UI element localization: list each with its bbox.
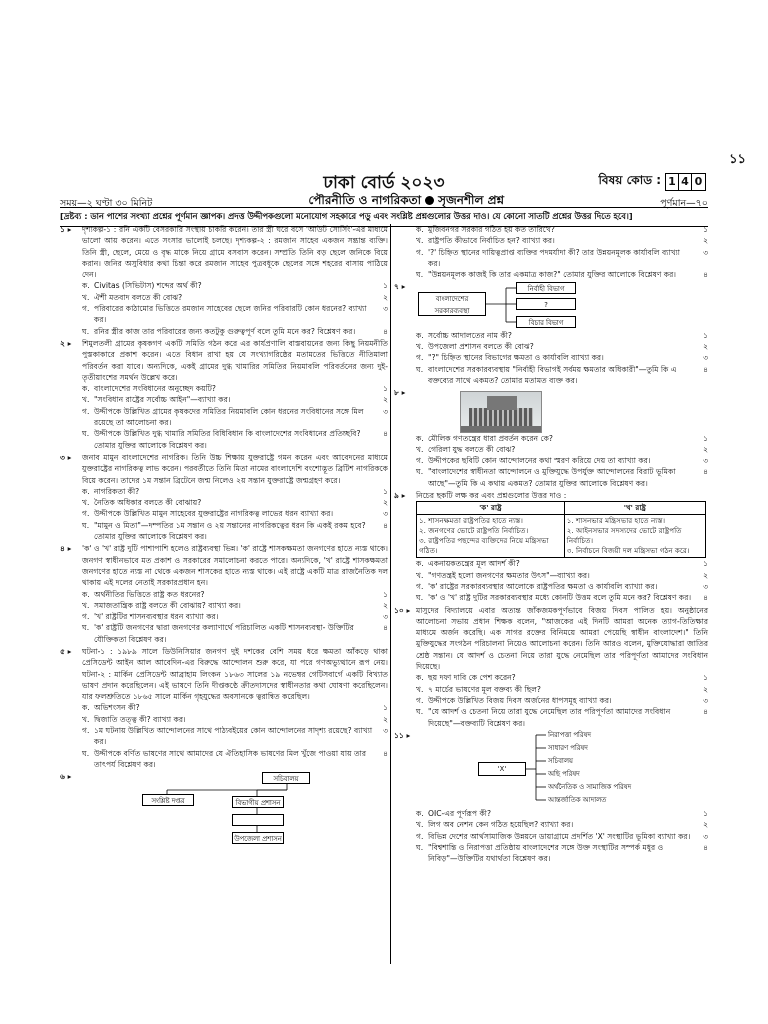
sub-question-letter: খ. [416, 444, 424, 454]
sub-question [394, 444, 708, 455]
question-text: শিমুলতলী গ্রামের কৃষকগণ একটি সমিতি গঠন করে এর কার্যপ্রণালি বাস্তবায়নের জন্য কিছু নিয়মনীতি পুস্তকাকারে প্রকাশ করেন। এতে বিধান রাখা হয় যে সংখ্যাগরিষ্ঠের মতামতের ভিত্তিতে নীতিমালা পরিবর্তন করা যাবে। অন্যদিকে, একই গ্রামের দুগ্ধ খামারির সমিতির নিয়মাবলি পরিবর্তনের জন্য দুই-তৃতীয়াংশের সমর্থন উল্লেখ করে। [82, 338, 388, 382]
sub-question-mark: ২ [703, 820, 708, 830]
sub-question-letter: ঘ. [416, 467, 424, 477]
sub-question [60, 383, 388, 394]
sub-question-mark: ১ [383, 703, 388, 713]
sub-question-mark: ৪ [703, 707, 708, 717]
question-stem [394, 490, 708, 501]
sub-question [60, 303, 388, 326]
sub-question [60, 497, 388, 508]
table-cell-line: ৩. রাষ্ট্রপতির পছন্দের ব্যক্তিদের নিয়ে মন্ত্রিসভা গঠিত। [419, 536, 549, 556]
un-organ-label: নিরাপত্তা পরিষদ [548, 731, 591, 740]
sub-question-text: ৭ মার্চের ভাষণের মূল বক্তব্য কী ছিল? [428, 684, 541, 694]
sub-question-text: লিগ অব নেশন কেন গঠিত হয়েছিল? ব্যাখ্যা কর। [428, 820, 574, 830]
sub-question [60, 326, 388, 337]
sub-question-text: দ্বিজাতি তত্ত্ব কী? ব্যাখ্যা কর। [94, 714, 186, 724]
sub-question-text: "গণতন্ত্রই হলো জনগণের ক্ষমতার উৎস"—ব্যাখ্যা কর। [428, 570, 590, 580]
sub-question-text: 'ক' রাষ্ট্রের সরকারব্যবস্থার আলোকে রাষ্ট্রপতির ক্ষমতা ও কার্যাবলি ব্যাখ্যা কর। [428, 581, 658, 591]
sub-question-text: "যে আদর্শ ও চেতনা নিয়ে তারা যুদ্ধে নেমেছিল তার পরিপূর্ণতা আমাদের সংবিধান দিয়েছে"—বক্তব্যটি বিশ্লেষণ কর। [428, 707, 671, 728]
sub-question-letter: গ. [416, 456, 424, 466]
org-box-divisional: বিভাগীয় প্রশাসন [232, 796, 284, 808]
sub-question-text: "উন্নয়নমূলক কাজই কি তার একমাত্র কাজ?" তোমার যুক্তির আলোকে বিশ্লেষণ কর। [428, 270, 677, 280]
gov-box-executive: নির্বাহী বিভাগ [516, 282, 576, 294]
sub-question-letter: গ. [82, 304, 90, 314]
un-organ-label: অছি পরিষদ [548, 770, 580, 779]
sub-question-mark: ১ [703, 330, 708, 340]
sub-question [60, 520, 388, 543]
code-digit: 4 [679, 174, 692, 190]
sub-question-mark: ৪ [703, 467, 708, 477]
sub-question-mark: ২ [703, 570, 708, 580]
time-allowed: সময়—২ ঘণ্টা ৩০ মিনিট [60, 198, 153, 209]
sub-question [394, 842, 708, 865]
sub-question-mark: ৪ [383, 623, 388, 633]
question-stem [394, 387, 708, 398]
sub-question-text: "সংবিধান রাষ্ট্রের সর্বোচ্চ আইন"—ব্যাখ্যা কর। [94, 395, 231, 405]
right-column [394, 224, 708, 866]
sub-question-mark: ৪ [383, 748, 388, 758]
table-header-row [417, 502, 706, 515]
org-box-secretariat: সচিবালয় [262, 772, 310, 784]
question-text: 'ক' ও 'খ' রাষ্ট্র দুটি পাশাপাশি হলেও রাষ্ট্রব্যবস্থা ভিন্ন। 'ক' রাষ্ট্রে শাসকক্ষমতা জনগণের হাতে ন্যস্ত থাকে। জনগণ স্বাধীনভাবে মত প্রকাশ ও সরকারের সমালোচনা করতে পারে। অন্যদিকে, 'খ' রাষ্ট্রে শাসকক্ষমতা জনগণের হাতে ন্যস্ত না থেকে একজন শাসকের হাতে ন্যস্ত থাকে। এই রাষ্ট্রে একটি মাত্র রাজনৈতিক দল থাকায় এই দলের নেতাই সরকারপ্রধান হন। [82, 544, 388, 588]
sub-question-mark: ৩ [383, 304, 388, 314]
question-number: ১ ▸ [60, 225, 72, 234]
sub-question [60, 292, 388, 303]
sub-question [394, 341, 708, 352]
sub-question [394, 819, 708, 830]
sub-question [394, 570, 708, 581]
gov-box-source: বাংলাদেশের সরকারব্যবস্থা [418, 292, 486, 316]
sub-question-text: গেরিলা যুদ্ধ বলতে কী বোঝ? [428, 444, 516, 454]
table-cell-state-b [564, 515, 705, 558]
sub-question-letter: ক. [82, 703, 90, 713]
sub-question-text: "বিশ্বশান্তি ও নিরাপত্তা প্রতিষ্ঠায় বাংলাদেশের সঙ্গে উক্ত সংস্থাটির সম্পর্ক মধুর ও নিবিড়"—উক্তিটির যথার্থতা বিশ্লেষণ কর। [428, 842, 664, 864]
sub-question-letter: খ. [82, 714, 90, 724]
sub-question [394, 247, 708, 270]
sub-question [394, 831, 708, 842]
sub-question-letter: খ. [416, 570, 424, 580]
sub-question-mark: ২ [383, 292, 388, 302]
question [60, 338, 388, 451]
sub-question-text: Civitas (সিভিটাস) শব্দের অর্থ কী? [94, 281, 202, 291]
question [394, 490, 708, 603]
sub-question-letter: ঘ. [416, 364, 424, 374]
sub-question-mark: ৩ [703, 353, 708, 363]
sub-question-letter: ঘ. [82, 429, 90, 439]
table-cell-line: ১. শাসনভার মন্ত্রিসভার হাতে ন্যস্ত। [566, 516, 666, 526]
sub-question-letter: গ. [82, 612, 90, 622]
sub-question-text: একনায়কতন্ত্রের মূল আদর্শ কী? [428, 559, 520, 569]
un-center-x: 'X' [478, 762, 526, 776]
sub-question [60, 486, 388, 497]
question [394, 605, 708, 729]
sub-question-letter: খ. [82, 600, 90, 610]
sub-question [394, 455, 708, 466]
sub-question-text: উদ্দীপকের ছবিটি কোন আন্দোলনের কথা স্মরণ করিয়ে দেয় তা ব্যাখ্যা কর। [428, 456, 651, 466]
sub-question-letter: খ. [416, 684, 424, 694]
question-stem [60, 646, 388, 702]
sub-question [60, 622, 388, 645]
sub-question-text: উদ্দীপকে উল্লিখিত গ্রামের কৃষকদের সমিতির নিয়মাবলি কোন ধরনের সংবিধানের সঙ্গে মিল রয়েছে তা আলোচনা কর। [94, 406, 364, 428]
table-header: 'ক' রাষ্ট্র [417, 502, 565, 515]
sub-question [394, 581, 708, 592]
sub-question [60, 702, 388, 713]
question-stem [60, 452, 388, 486]
sub-question-letter: ঘ. [416, 842, 424, 852]
sub-question [394, 235, 708, 246]
sub-question-letter: ঘ. [82, 748, 90, 758]
subject-code [598, 172, 706, 192]
sub-question-letter: খ. [82, 498, 90, 508]
question-number: ১১ ▸ [394, 730, 411, 740]
photo-ground [461, 426, 541, 432]
sub-question [394, 466, 708, 489]
question [60, 452, 388, 542]
table-cell-line: ১. শাসনক্ষমতা রাষ্ট্রপতির হাতে ন্যস্ত। [419, 516, 523, 526]
question-text: নিচের ছকটি লক্ষ কর এবং প্রশ্নগুলোর উত্তর দাও : [416, 491, 567, 501]
table-cell-line: ২. আইনসভার সদস্যদের ভোটে রাষ্ট্রপতি নির্বাচিত। [566, 526, 682, 546]
sub-question-text: 'খ' রাষ্ট্রটির শাসনব্যবস্থার ধরন ব্যাখ্যা কর। [94, 612, 219, 622]
sub-question-letter: ঘ. [416, 707, 424, 717]
sub-question-letter: গ. [82, 406, 90, 416]
sub-question-letter: ক. [416, 809, 424, 819]
question-text: জনাব মামুন বাংলাদেশের নাগরিক। তিনি উচ্চ শিক্ষায় যুক্তরাষ্ট্রে গমন করেন এবং আবেদনের মাধ্যমে যুক্তরাষ্ট্রের নাগরিকত্ব লাভ করেন। পরবর্তীতে তিনি মিতা নামের বাংলাদেশি বংশোদ্ভূত ব্রিটিশ নাগরিককে বিয়ে করেন। তাদের ১ম সন্তান ব্রিটেনে জন্ম নিলেও ২য় সন্তান যুক্তরাষ্ট্রে জন্মগ্রহণ করে। [82, 452, 388, 485]
sub-question-text: '?' চিহ্নিত স্থানের দায়িত্বপ্রাপ্ত ব্যক্তির পদমর্যাদা কী? তার উন্নয়নমূলক কার্যাবলি ব্যাখ্যা কর। [428, 247, 680, 268]
sub-question-text: রাষ্ট্রপতি কীভাবে নির্বাচিত হন? ব্যাখ্যা কর। [428, 236, 555, 246]
sub-question-text: উদ্দীপকে উল্লিখিত মামুন সাহেবের যুক্তরাষ্ট্রের নাগরিকত্ব লাভের ধরন ব্যাখ্যা কর। [94, 509, 334, 519]
sub-question [60, 406, 388, 429]
table-header: 'খ' রাষ্ট্র [564, 502, 705, 515]
sub-question-mark: ১ [383, 384, 388, 394]
sub-question-mark: ২ [703, 342, 708, 352]
sub-question-letter: ঘ. [82, 326, 90, 336]
sub-question [394, 672, 708, 683]
sub-question-letter: ক. [82, 384, 90, 394]
sub-question-mark: ৪ [703, 593, 708, 603]
sub-question-mark: ৪ [383, 520, 388, 530]
question [60, 646, 388, 770]
sub-question [60, 600, 388, 611]
sub-question-mark: ১ [703, 225, 708, 234]
question [60, 771, 388, 843]
question [394, 387, 708, 489]
sub-question-mark: ৩ [383, 726, 388, 736]
table-row [417, 515, 706, 558]
sub-question-text: OIC-এর পূর্ণরূপ কী? [428, 809, 491, 819]
sub-question-letter: ঘ. [416, 270, 424, 280]
sub-question-letter: গ. [82, 509, 90, 519]
un-organ-label: অর্থনৈতিক ও সামাজিক পরিষদ [548, 783, 632, 792]
question-number: ৪ ▸ [60, 544, 72, 554]
sub-question-letter: ক. [416, 433, 424, 443]
sub-question-mark: ১ [703, 433, 708, 443]
sub-question-letter: ক. [416, 673, 424, 683]
sub-question [394, 808, 708, 819]
sub-question-letter: ক. [82, 281, 90, 291]
sub-question-letter: খ. [416, 820, 424, 830]
sub-question-mark: ২ [703, 444, 708, 454]
question-number: ১০ ▸ [394, 605, 411, 615]
sub-question-mark: ৩ [383, 406, 388, 416]
sub-question-text: "বাংলাদেশের স্বাধীনতা আন্দোলনে ও মুক্তিযুদ্ধে উপর্যুক্ত আন্দোলনের বিরাট ভূমিকা আছে"—তুমি কি এ কথায় একমত? তোমার যুক্তির আলোকে বিশ্লেষণ কর। [428, 467, 676, 488]
sub-question [394, 364, 708, 387]
sub-question-mark: ১ [383, 589, 388, 599]
gov-box-judiciary: বিচার বিভাগ [516, 316, 576, 328]
gov-box-unknown: ? [516, 298, 576, 310]
exam-title: ঢাকা বোর্ড ২০২৩ [323, 173, 445, 193]
sub-question-text: 'ক' ও 'খ' রাষ্ট্র দুটির সরকারব্যবস্থার মধ্যে কোনটি উত্তম বলে তুমি মনে কর? বিশ্লেষণ কর। [428, 593, 692, 603]
sub-question-text: "?" চিহ্নিত স্থানের বিভাগের ক্ষমতা ও কার্যাবলি ব্যাখ্যা কর। [428, 353, 604, 363]
sub-question [394, 684, 708, 695]
question-number: ২ ▸ [60, 338, 72, 348]
sub-question-text: পরিবারের কাঠামোর ভিত্তিতে রমজান সাহেবের ছেলে জনির পরিবারটি কোন ধরনের? ব্যাখ্যা কর। [94, 304, 367, 325]
question-text: দৃশ্যকল্প-১ : রনি একটি বেসরকারি সংস্থায় চাকরি করেন। তার স্ত্রী ঘরে বসে 'আউট সোর্সিং'-এর মাধ্যমে ভালো আয় করেন। এতে সংসার ভালোই চলছে। দৃশ্যকল্প-২ : রমজান সাহেব একজন সম্ভ্রান্ত ব্যক্তি। তিনি স্ত্রী, ছেলে, মেয়ে ও বৃদ্ধ মাকে নিয়ে গ্রামে বসবাস করেন। সম্প্রতি তিনি বড় ছেলে জনিকে বিয়ে করান। জনির অসুবিধার কথা চিন্তা করে রমজান সাহেব পুত্রবধূকে ছেলের সঙ্গে শহরের বাসায় পাঠিয়ে দেন। [82, 225, 388, 280]
instruction-note: [দ্রষ্টব্য : ডান পাশের সংখ্যা প্রশ্নের পূর্ণমান জ্ঞাপক। প্রদত্ত উদ্দীপকগুলো মনোযোগ সহকারে পড়ু এবং সংশ্লিষ্ট প্রশ্নগুলোর উত্তর দাও। যে কোনো সাতটি প্রশ্নের উত্তর দিতে হবে।] [60, 207, 708, 227]
full-marks: পূর্ণমান—৭০ [660, 198, 708, 209]
un-organ-label: আন্তর্জাতিক আদালত [548, 796, 607, 805]
sub-question [394, 695, 708, 706]
sub-question-mark: ১ [383, 486, 388, 496]
bullet-icon [425, 196, 434, 205]
sub-question [60, 748, 388, 771]
code-digit: 1 [666, 174, 679, 190]
sub-question [394, 269, 708, 280]
q7-government-diagram [416, 282, 708, 330]
question-text: মাসুদের বিদ্যালয়ে এবার অত্যন্ত জাঁকজমকপূর্ণভাবে বিজয় দিবস পালিত হয়। অনুষ্ঠানের আলোচনা সভায় প্রধান শিক্ষক বলেন, "আজকের এই দিনটি আমরা অনেক ত্যাগ-তিতিক্ষার মাধ্যমে অর্জন করেছি। এক সাগর রক্তের বিনিময়ে আমরা পেয়েছি স্বাধীন বাংলাদেশ।" তিনি মুক্তিযুদ্ধের সংগঠন পরিচালনা নিয়েও আলোচনা করেন। তিনি আরও বলেন, মুক্তিযোদ্ধারা জাতির শ্রেষ্ঠ সন্তান। যে আদর্শ ও চেতনা নিয়ে তারা যুদ্ধে নেমেছিল তার পরিপূর্ণতা আমাদের সংবিধান দিয়েছে। [416, 605, 708, 672]
sub-question-text: অর্থনীতির ভিত্তিতে রাষ্ট্র কত ধরনের? [94, 589, 205, 599]
table-cell-line: ৩. নির্বাচনে বিজয়ী দল মন্ত্রিসভা গঠন করে। [566, 546, 690, 556]
subject-code-digits [665, 173, 706, 191]
sub-question-letter: ক. [82, 589, 90, 599]
sub-question-mark: ১ [383, 281, 388, 291]
un-organ-label: সাধারণ পরিষদ [548, 744, 588, 753]
sub-question [394, 330, 708, 341]
sub-question-mark: ১ [703, 673, 708, 683]
question [394, 730, 708, 865]
question-number: ৮ ▸ [394, 388, 406, 398]
sub-question-letter: ঘ. [82, 623, 90, 633]
sub-question [394, 592, 708, 603]
sub-question [394, 706, 708, 729]
sub-question [60, 394, 388, 405]
sub-question-letter: ক. [82, 486, 90, 496]
sub-question-text: উদ্দীপকে উল্লিখিত বিজয় দিবস অর্জনের ধাপসমূহ ব্যাখ্যা কর। [428, 695, 612, 705]
sub-question-mark: ৩ [383, 509, 388, 519]
sub-question-text: নৈতিক অধিকার বলতে কী বোঝায়? [94, 498, 202, 508]
sub-question-mark: ১ [703, 809, 708, 819]
sub-question-mark: ৪ [383, 326, 388, 336]
sub-question [60, 280, 388, 291]
sub-question-text: বাংলাদেশের সংবিধানের অনুচ্ছেদ কয়টি? [94, 384, 216, 394]
question-number: ৫ ▸ [60, 646, 72, 656]
sub-question-mark: ২ [383, 498, 388, 508]
sub-question-text: ১ম ঘটনায় উল্লিখিত আন্দোলনের সাথে পাঠ্যবইয়ের কোন আন্দোলনের সাদৃশ্য রয়েছে? ব্যাখ্যা কর। [94, 726, 373, 747]
subject-name: পৌরনীতি ও নাগরিকতা [308, 193, 422, 207]
sub-question-text: সমাজতান্ত্রিক রাষ্ট্র বলতে কী বোঝায়? ব্যাখ্যা কর। [94, 600, 241, 610]
sub-question-text: বাংলাদেশের সরকারব্যবস্থায় "নির্বাহী বিভাগই সর্বময় ক্ষমতার অধিকারী"—তুমি কি এ বক্তব্যের সাথে একমত? তোমার মতামত ব্যক্ত কর। [428, 364, 677, 385]
sub-question-mark: ৩ [383, 612, 388, 622]
sub-question-mark: ২ [383, 714, 388, 724]
sub-question-text: 'ক' রাষ্ট্রটি জনগণের দ্বারা জনগণের কল্যাণার্থে পরিচালিত একটি শাসনব্যবস্থা- উক্তিটির যৌক্তিকতা বিশ্লেষণ কর। [94, 623, 354, 644]
sub-question-letter: খ. [82, 292, 90, 302]
sub-question [60, 589, 388, 600]
sub-question-text: ঐশী মতবাদ বলতে কী বোঝ? [94, 292, 183, 302]
sub-question-mark: ৩ [703, 247, 708, 257]
sub-question-letter: খ. [416, 236, 424, 246]
sub-question-mark: ৩ [703, 831, 708, 841]
page-number: ১১ [729, 152, 746, 167]
sub-question-letter: গ. [416, 695, 424, 705]
sub-question-letter: ক. [416, 559, 424, 569]
question-stem [60, 224, 388, 280]
sub-question-mark: ২ [703, 236, 708, 246]
un-organs-diagram [416, 730, 708, 808]
sub-question-mark: ৩ [703, 581, 708, 591]
sub-question-text: উদ্দীপকে বর্ণিত ভাষণের সাথে আমাদের যে ঐতিহাসিক ভাষণের মিল খুঁজে পাওয়া যায় তার তাৎপর্য বিশ্লেষণ কর। [94, 748, 367, 769]
question [394, 281, 708, 386]
sub-question [60, 611, 388, 622]
sub-question [394, 224, 708, 235]
org-box-blank [232, 814, 284, 826]
question-number: ৩ ▸ [60, 452, 72, 462]
sub-question-letter: গ. [416, 353, 424, 363]
sub-question [60, 508, 388, 519]
sub-question-text: "মামুন ও মিতা"—দম্পতির ১ম সন্তান ও ২য় সন্তানের নাগরিকত্বের ধরন কি একই রকম হবে? তোমার যুক্তির আলোকে বিশ্লেষণ কর। [94, 520, 366, 542]
sub-question-letter: খ. [416, 342, 424, 352]
sub-question [394, 352, 708, 363]
sub-question-text: মুজিবনগর সরকার গঠিত হয় কত তারিখে? [428, 225, 555, 234]
org-box-department: সংশ্লিষ্ট দপ্তর [142, 794, 194, 806]
question-continuation [394, 224, 708, 280]
question [60, 224, 388, 337]
sub-question-mark: ৩ [703, 695, 708, 705]
org-box-upazila: উপজেলা প্রশাসন [232, 832, 284, 844]
table-cell-state-a [417, 515, 565, 558]
sub-question-letter: খ. [82, 395, 90, 405]
un-organ-label: সচিবালয় [548, 757, 573, 766]
photo-tower [487, 396, 517, 410]
sub-question-letter: গ. [82, 726, 90, 736]
sub-question [60, 714, 388, 725]
sub-question-text: ছয় দফা দাবি কে পেশ করেন? [428, 673, 516, 683]
q6-org-diagram [82, 772, 388, 844]
photo-building [469, 408, 533, 426]
sub-question-text: উপজেলা প্রশাসন বলতে কী বোঝ? [428, 342, 534, 352]
sub-question-mark: ৪ [703, 842, 708, 852]
table-cell-line: ২. জনগণের ভোটে রাষ্ট্রপতি নির্বাচিত। [419, 526, 529, 536]
question-stem [60, 543, 388, 588]
subject-code-label: বিষয় কোড : [598, 173, 661, 187]
sub-question-letter: গ. [416, 831, 424, 841]
sub-question-text: উদ্দীপকে উল্লিখিত দুগ্ধ খামারি সমিতির বিধিবিধান কি বাংলাদেশের সংবিধানের প্রতিচ্ছবি? তোমার যুক্তির আলোকে বিশ্লেষণ কর। [94, 429, 361, 450]
sub-question-text: নাগরিকতা কী? [94, 486, 140, 496]
code-digit: 0 [694, 175, 703, 188]
sub-question-letter: গ. [416, 247, 424, 257]
question-stem [60, 338, 388, 383]
subject-part: সৃজনশীল প্রশ্ন [438, 193, 505, 207]
sub-question-text: মৌলিক গণতন্ত্রের ধারা প্রবর্তন করেন কে? [428, 433, 553, 443]
question [60, 543, 388, 645]
question-number: ৬ ▸ [60, 772, 72, 782]
sub-question-mark: ২ [703, 684, 708, 694]
sub-question-mark: ২ [383, 600, 388, 610]
question-text: ঘটনা-১ : ১৯৮৯ সালে ডিউনিসিয়ার জনগণ দুই দশকের বেশি সময় ধরে ক্ষমতা আঁকড়ে থাকা প্রেসিডেন্ট আইন আল আবেদিন-এর বিরুদ্ধে আন্দোলন শুরু করে, যা পরে গণঅভ্যুত্থানে রূপ নেয়। ঘটনা-২ : মার্কিন প্রেসিডেন্ট আব্রাহাম লিংকন ১৮৬৩ সালের ১৯ নভেম্বর গেটিসবার্গে একটি বিখ্যাত ভাষণ প্রদান করেছিলেন। এই ভাষণে তিনি দীপ্তকণ্ঠে ক্রীতদাসদের স্বাধীনতার কথা ঘোষণা করেছিলেন। যার ফলশ্রুতিতে ১৮৬৫ সালে মার্কিন গৃহযুদ্ধের অবসানকে ত্বরান্বিত করেছিল। [82, 646, 388, 702]
sub-question-text: অভিশংসন কী? [94, 703, 140, 713]
sub-question-mark: ৪ [383, 429, 388, 439]
question-number: ৯ ▸ [394, 491, 406, 501]
sub-question-text: রনির স্ত্রীর কাজ তার পরিবারের জন্য কতটুকু গুরুত্বপূর্ণ বলে তুমি মনে কর? বিশ্লেষণ কর। [94, 326, 356, 336]
column-divider [390, 224, 391, 964]
sub-question [60, 725, 388, 748]
sub-question-mark: ৪ [703, 364, 708, 374]
sub-question-mark: ১ [703, 559, 708, 569]
left-column [60, 224, 388, 845]
sub-question [394, 558, 708, 569]
sub-question-letter: ক. [416, 330, 424, 340]
monument-photo [460, 391, 542, 433]
sub-question-mark: ২ [383, 395, 388, 405]
sub-question-mark: ৪ [703, 270, 708, 280]
sub-question-letter: ক. [416, 225, 424, 234]
comparison-table [416, 501, 706, 558]
sub-question-letter: ঘ. [82, 520, 90, 530]
sub-question-mark: ৩ [703, 456, 708, 466]
question-number: ৭ ▸ [394, 282, 406, 292]
sub-question-letter: গ. [416, 581, 424, 591]
sub-question [394, 433, 708, 444]
sub-question [60, 428, 388, 451]
sub-question-text: সর্বোচ্চ আদালতের নাম কী? [428, 330, 512, 340]
sub-question-text: বিভিন্ন দেশের আর্থসামাজিক উন্নয়নে ডায়াগ্রামে প্রদর্শিত 'X' সংস্থাটির ভূমিকা ব্যাখ্যা কর। [428, 831, 691, 841]
sub-question-letter: ঘ. [416, 593, 424, 603]
question-stem [394, 605, 708, 673]
